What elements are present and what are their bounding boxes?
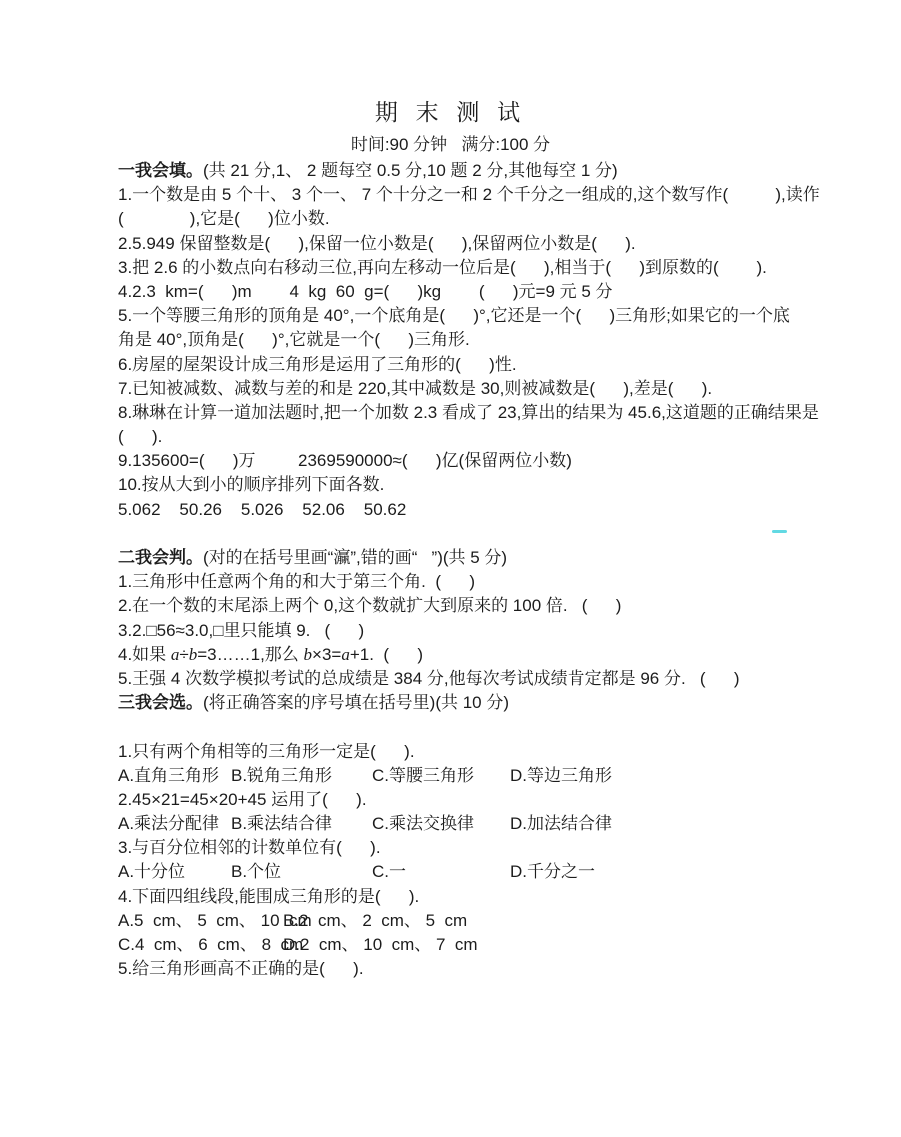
fill-q5-line2: 角是 40°,顶角是( )°,它就是一个( )三角形. [118,330,470,350]
judge-q5: 5.王强 4 次数学模拟考试的总成绩是 384 分,他每次考试成绩肯定都是 96 分. ( ) [118,668,740,688]
choose-q4-option-c: C.4 cm、 6 cm、 8 cm [118,935,304,954]
page-title: 期 末 测 试 [374,100,527,125]
section-judge-header-rest: (对的在括号里画“灜”,错的画“ ”)(共 5 分) [203,548,508,567]
section-fill-header-bold: 一我会填。 [118,161,203,180]
fill-q1-line1: 1.一个数是由 5 个十、 3 个一、 7 个十分之一和 2 个千分之一组成的,这个数写作( ),读作 [118,185,820,205]
choose-q1-option-d: D.等边三角形 [510,765,612,785]
fill-q5-line1: 5.一个等腰三角形的顶角是 40°,一个底角是( )°,它还是一个( )三角形;如果它的一个底 [118,306,790,326]
page-subtitle: 时间:90 分钟 满分:100 分 [350,135,551,154]
fill-q10-numbers: 5.062 50.26 5.026 52.06 50.62 [118,499,407,519]
judge-q4-var-b2: b [303,644,313,664]
choose-q4-options-row1 [118,909,788,933]
judge-q4-var-a2: a [341,644,350,664]
judge-q4-mid: =3……1,那么 [197,644,304,664]
choose-q4-option-a: A.5 cm、 5 cm、 10 cm [118,910,312,930]
fill-q9: 9.135600=( )万 2369590000≈( )亿(保留两位小数) [118,451,572,471]
choose-q1-options [118,764,788,788]
choose-q1-option-c: C.等腰三角形 [372,765,474,785]
section-choose-header [118,691,788,715]
judge-q4-post: +1. ( ) [349,644,424,664]
choose-q2-option-c: C.乘法交换律 [372,814,474,834]
section-choose-header-rest: (将正确答案的序号填在括号里)(共 10 分) [203,693,509,713]
fill-q2: 2.5.949 保留整数是( ),保留一位小数是( ),保留两位小数是( ). [118,233,636,253]
judge-q2: 2.在一个数的末尾添上两个 0,这个数就扩大到原来的 100 倍. ( ) [118,596,622,616]
fill-q7: 7.已知被减数、减数与差的和是 220,其中减数是 30,则被减数是( ),差是( ). [118,378,713,398]
judge-q3: 3.2.□56≈3.0,□里只能填 9. ( ) [118,620,365,640]
judge-q4-divide-sign: ÷ [179,644,189,664]
judge-q4 [118,643,788,667]
section-fill-header-rest: (共 21 分,1、 2 题每空 0.5 分,10 题 2 分,其他每空 1 分) [203,161,618,180]
fill-q8-line1: 8.琳琳在计算一道加法题时,把一个加数 2.3 看成了 23,算出的结果为 45.6,这道题的正确结果是 [118,402,819,422]
judge-q4-var-b1: b [188,644,198,664]
choose-q4-options-row2 [118,933,788,957]
choose-q1-option-b: B.锐角三角形 [231,765,333,785]
judge-q4-pre: 4.如果 [118,644,171,664]
fill-q3: 3.把 2.6 的小数点向右移动三位,再向左移动一位后是( ),相当于( )到原数的( ). [118,257,767,277]
section-fill-header [118,159,788,183]
choose-q3-options [118,860,788,884]
choose-q2: 2.45×21=45×20+45 运用了( ). [118,789,367,809]
section-judge-header [118,546,788,570]
choose-q4: 4.下面四组线段,能围成三角形的是( ). [118,886,420,906]
fill-q6: 6.房屋的屋架设计成三角形是运用了三角形的( )性. [118,354,517,374]
choose-q3-option-c: C.一 [372,862,406,882]
choose-q5: 5.给三角形画高不正确的是( ). [118,959,364,979]
judge-q1: 1.三角形中任意两个角的和大于第三个角. ( ) [118,572,476,592]
paper-body [118,159,820,981]
fill-q10: 10.按从大到小的顺序排列下面各数. [118,475,385,495]
section-judge-header-bold: 二我会判。 [118,548,203,567]
spacer-2 [118,715,788,739]
choose-q2-option-a: A.乘法分配律 [118,814,220,834]
judge-q4-times-sign: ×3= [312,644,342,664]
section-choose-header-bold: 三我会选。 [118,693,203,713]
choose-q1-option-a: A.直角三角形 [118,765,220,785]
choose-q2-option-d: D.加法结合律 [510,814,612,834]
choose-q3-option-d: D.千分之一 [510,862,595,882]
judge-q4-var-a1: a [170,644,180,664]
choose-q3-option-a: A.十分位 [118,862,186,882]
fill-q1-line2: ( ),它是( )位小数. [118,209,330,229]
fill-q4: 4.2.3 km=( )m 4 kg 60 g=( )kg ( )元=9 元 5 分 [118,281,613,301]
choose-q4-option-d: D.2 cm、 10 cm、 7 cm [283,935,478,954]
choose-q3-option-b: B.个位 [231,862,282,882]
choose-q1: 1.只有两个角相等的三角形一定是( ). [118,741,415,761]
choose-q2-options [118,812,788,836]
spacer-1 [118,522,788,546]
choose-q3: 3.与百分位相邻的计数单位有( ). [118,838,381,858]
choose-q4-option-b: B.2 cm、 2 cm、 5 cm [283,910,468,930]
fill-q8-line2: ( ). [118,427,163,447]
choose-q2-option-b: B.乘法结合律 [231,814,333,834]
